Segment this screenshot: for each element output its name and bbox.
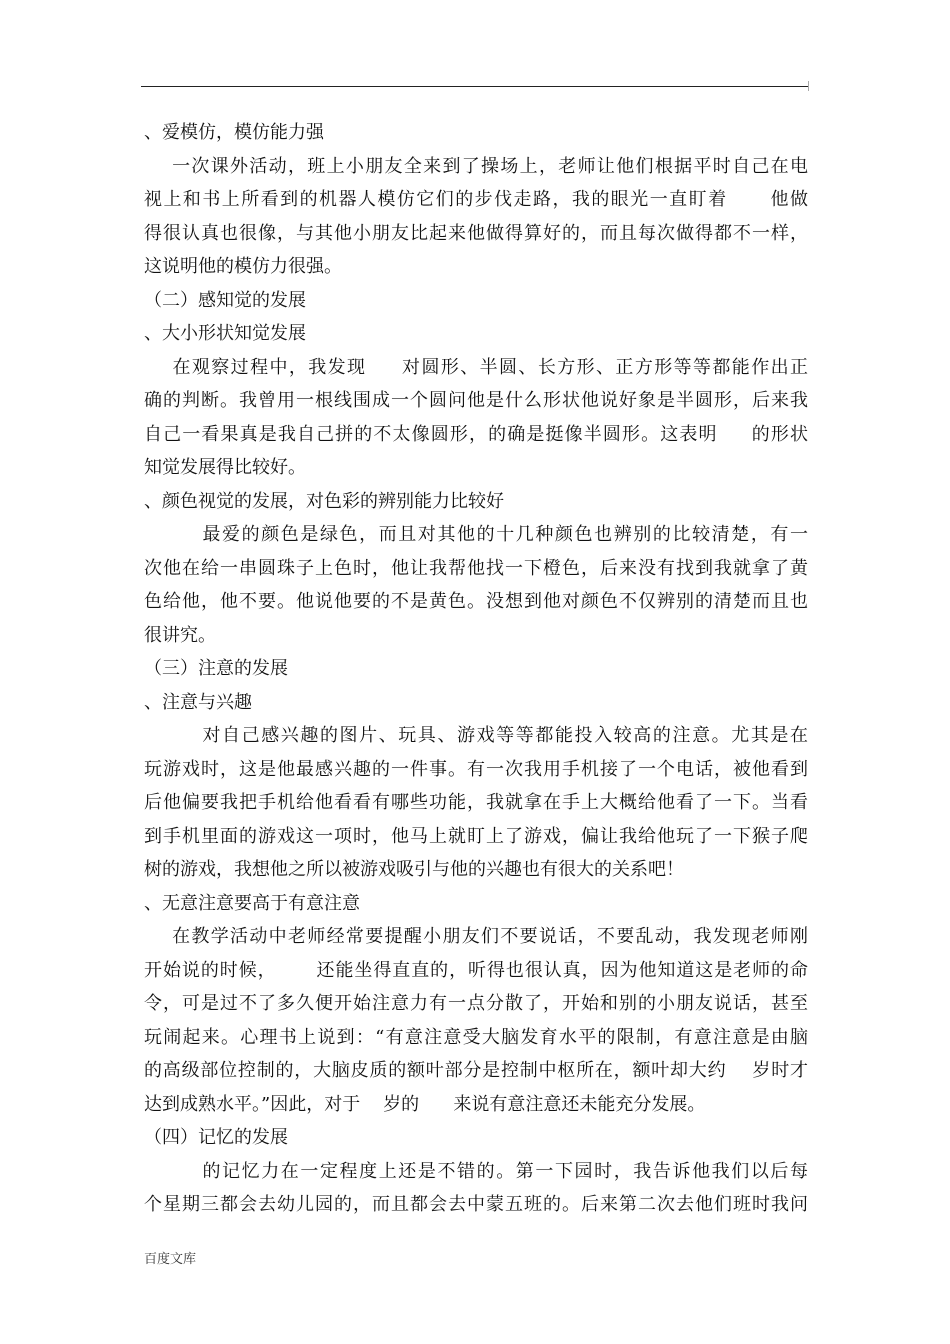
paragraph-line: 次他在给一串圆珠子上色时，他让我帮他找一下橙色，后来没有找到我就拿了黄 [144, 557, 808, 579]
header-rule [141, 86, 809, 87]
paragraph-line: 个星期三都会去幼儿园的，而且都会去中蒙五班的。后来第二次去他们班时我问 [144, 1194, 808, 1215]
document-body [144, 116, 808, 1222]
paragraph-line: 树的游戏，我想他之所以被游戏吸引与他的兴趣也有很大的关系吧！ [144, 859, 684, 880]
paragraph-line: 开始说的时候， 还能坐得直直的，听得也很认真，因为他知道这是老师的命 [144, 959, 808, 981]
section-heading: （三）注意的发展 [144, 658, 288, 679]
subsection-heading: 、爱模仿，模仿能力强 [144, 122, 324, 143]
paragraph-line: 最爱的颜色是绿色，而且对其他的十几种颜色也辨别的比较清楚，有一 [144, 524, 808, 545]
paragraph-line: 后他偏要我把手机给他看看有哪些功能，我就拿在手上大概给他看了一下。当看 [144, 792, 808, 813]
paragraph-line: 对自己感兴趣的图片、玩具、游戏等等都能投入较高的注意。尤其是在 [144, 725, 808, 746]
subsection-heading: 、颜色视觉的发展，对色彩的辨别能力比较好 [144, 490, 504, 512]
paragraph-line: 在教学活动中老师经常要提醒小朋友们不要说话，不要乱动，我发现老师刚 [144, 926, 808, 947]
subsection-heading: 、注意与兴趣 [144, 691, 252, 713]
paragraph-line: 到手机里面的游戏这一项时，他马上就盯上了游戏，偏让我给他玩了一下猴子爬 [144, 825, 808, 847]
footer-watermark: 百度文库 [144, 1252, 197, 1267]
paragraph-line: 达到成熟水平。”因此，对于 岁的 来说有意注意还未能充分发展。 [144, 1093, 706, 1115]
subsection-heading: 、大小形状知觉发展 [144, 323, 306, 344]
section-heading: （二）感知觉的发展 [144, 289, 306, 311]
subsection-heading: 、无意注意要高于有意注意 [144, 892, 360, 914]
paragraph-line: 确的判断。我曾用一根线围成一个圆问他是什么形状他说好象是半圆形，后来我 [144, 390, 808, 411]
paragraph-line: 的记忆力在一定程度上还是不错的。第一下园时，我告诉他我们以后每 [144, 1160, 808, 1182]
paragraph-line: 色给他，他不要。他说他要的不是黄色。没想到他对颜色不仅辨别的清楚而且也 [144, 591, 808, 612]
paragraph-line: 知觉发展得比较好。 [144, 457, 306, 478]
paragraph-line: 自己一看果真是我自己拼的不太像圆形，的确是挺像半圆形。这表明 的形状 [144, 423, 808, 445]
paragraph-line: 的高级部位控制的，大脑皮质的额叶部分是控制中枢所在，额叶却大约 岁时才 [144, 1060, 808, 1081]
section-heading: （四）记忆的发展 [144, 1127, 288, 1148]
paragraph-line: 玩游戏时，这是他最感兴趣的一件事。有一次我用手机接了一个电话，被他看到 [144, 758, 808, 780]
paragraph-line: 视上和书上所看到的机器人模仿它们的步伐走路，我的眼光一直盯着 他做 [144, 189, 808, 210]
header-corner-mark [808, 81, 809, 91]
paragraph-line: 得很认真也很像，与其他小朋友比起来他做得算好的，而且每次做得都不一样， [144, 222, 808, 244]
paragraph-line: 一次课外活动，班上小朋友全来到了操场上，老师让他们根据平时自己在电 [144, 155, 808, 177]
paragraph-line: 这说明他的模仿力很强。 [144, 256, 342, 277]
paragraph-line: 很讲究。 [144, 624, 216, 646]
paragraph-line: 在观察过程中，我发现 对圆形、半圆、长方形、正方形等等都能作出正 [144, 356, 808, 378]
paragraph-line: 令，可是过不了多久便开始注意力有一点分散了，开始和别的小朋友说话，甚至 [144, 993, 808, 1014]
paragraph-line: 玩闹起来。心理书上说到：“有意注意受大脑发育水平的限制，有意注意是由脑 [144, 1026, 808, 1048]
